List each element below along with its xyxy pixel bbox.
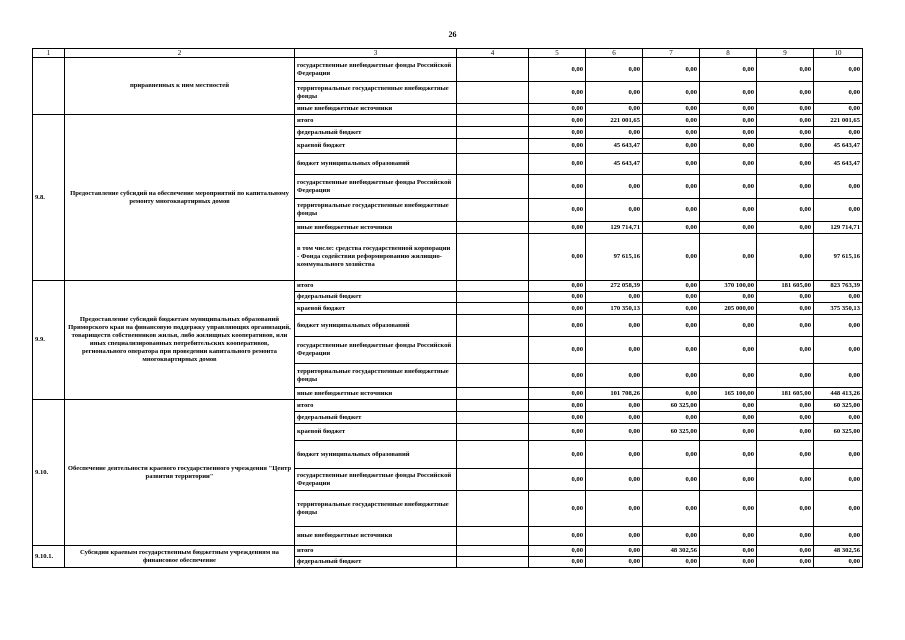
amount-cell: 45 643,47 <box>586 154 643 175</box>
amount-cell: 0,00 <box>643 412 700 424</box>
amount-cell: 0,00 <box>757 292 814 303</box>
amount-cell: 0,00 <box>529 104 586 115</box>
funding-source: территориальные государственные внебюджетные фонды <box>295 199 457 222</box>
item-title: Предоставление субсидий бюджетам муниципальных образований Приморского края на финансовую поддержку управляющих организаций, товариществ собственников жилья, либо жилищных кооперативов, или иных специализированных потребительских кооперативов, регионального оператора при проведении капитального ремонта многоквартирных домов <box>65 281 295 400</box>
col-header: 8 <box>700 49 757 58</box>
amount-cell: 0,00 <box>586 364 643 388</box>
page-number: 26 <box>448 30 457 39</box>
amount-cell: 0,00 <box>529 491 586 527</box>
cell-col4 <box>457 175 529 199</box>
amount-cell: 165 100,00 <box>700 388 757 400</box>
amount-cell: 0,00 <box>814 199 863 222</box>
amount-cell: 0,00 <box>757 139 814 154</box>
amount-cell: 0,00 <box>586 58 643 82</box>
amount-cell: 0,00 <box>586 175 643 199</box>
amount-cell: 0,00 <box>757 424 814 441</box>
funding-source: итого <box>295 546 457 557</box>
amount-cell: 0,00 <box>643 58 700 82</box>
amount-cell: 221 001,65 <box>814 115 863 127</box>
funding-source: иные внебюджетные источники <box>295 222 457 234</box>
amount-cell: 0,00 <box>643 199 700 222</box>
cell-col4 <box>457 222 529 234</box>
amount-cell: 0,00 <box>643 441 700 469</box>
amount-cell: 60 325,00 <box>643 400 700 412</box>
item-title: Субсидии краевым государственным бюджетным учреждениям на финансовое обеспечение <box>65 546 295 568</box>
amount-cell: 0,00 <box>643 175 700 199</box>
amount-cell: 0,00 <box>814 441 863 469</box>
amount-cell: 0,00 <box>643 303 700 315</box>
cell-col4 <box>457 58 529 82</box>
funding-source: краевой бюджет <box>295 139 457 154</box>
amount-cell: 0,00 <box>586 412 643 424</box>
amount-cell: 0,00 <box>643 127 700 139</box>
item-title: приравненных к ним местностей <box>65 58 295 115</box>
amount-cell: 0,00 <box>757 441 814 469</box>
amount-cell: 0,00 <box>757 364 814 388</box>
cell-col4 <box>457 400 529 412</box>
amount-cell: 0,00 <box>586 400 643 412</box>
cell-col4 <box>457 527 529 546</box>
amount-cell: 0,00 <box>814 412 863 424</box>
cell-col4 <box>457 337 529 364</box>
amount-cell: 0,00 <box>814 315 863 337</box>
amount-cell: 0,00 <box>643 557 700 568</box>
amount-cell: 0,00 <box>757 82 814 104</box>
amount-cell: 0,00 <box>586 82 643 104</box>
amount-cell: 0,00 <box>757 546 814 557</box>
amount-cell: 0,00 <box>700 222 757 234</box>
amount-cell: 0,00 <box>814 104 863 115</box>
amount-cell: 0,00 <box>757 115 814 127</box>
amount-cell: 0,00 <box>757 315 814 337</box>
amount-cell: 0,00 <box>529 388 586 400</box>
amount-cell: 0,00 <box>814 292 863 303</box>
cell-col4 <box>457 139 529 154</box>
amount-cell: 0,00 <box>757 234 814 281</box>
amount-cell: 97 615,16 <box>814 234 863 281</box>
funding-source: федеральный бюджет <box>295 557 457 568</box>
amount-cell: 0,00 <box>643 527 700 546</box>
col-header: 7 <box>643 49 700 58</box>
amount-cell: 60 325,00 <box>814 424 863 441</box>
amount-cell: 0,00 <box>814 127 863 139</box>
amount-cell: 0,00 <box>700 139 757 154</box>
funding-source: государственные внебюджетные фонды Российской Федерации <box>295 175 457 199</box>
amount-cell: 0,00 <box>529 469 586 491</box>
amount-cell: 0,00 <box>757 58 814 82</box>
column-number-row <box>33 49 863 58</box>
amount-cell: 97 615,16 <box>586 234 643 281</box>
amount-cell: 0,00 <box>643 115 700 127</box>
cell-col4 <box>457 315 529 337</box>
amount-cell: 181 605,00 <box>757 281 814 292</box>
amount-cell: 0,00 <box>529 281 586 292</box>
item-title: Обеспечение деятельности краевого государственного учреждения "Центр развития территории" <box>65 400 295 546</box>
cell-col4 <box>457 154 529 175</box>
col-header: 5 <box>529 49 586 58</box>
amount-cell: 0,00 <box>529 292 586 303</box>
amount-cell: 60 325,00 <box>643 424 700 441</box>
cell-col4 <box>457 491 529 527</box>
amount-cell: 0,00 <box>814 58 863 82</box>
amount-cell: 129 714,71 <box>586 222 643 234</box>
amount-cell: 0,00 <box>643 234 700 281</box>
funding-source: итого <box>295 281 457 292</box>
amount-cell: 0,00 <box>700 469 757 491</box>
amount-cell: 0,00 <box>757 469 814 491</box>
amount-cell: 0,00 <box>700 127 757 139</box>
amount-cell: 0,00 <box>757 154 814 175</box>
table-row <box>33 281 863 292</box>
funding-source: итого <box>295 115 457 127</box>
amount-cell: 0,00 <box>814 364 863 388</box>
amount-cell: 0,00 <box>700 491 757 527</box>
amount-cell: 0,00 <box>529 234 586 281</box>
amount-cell: 0,00 <box>529 58 586 82</box>
item-title: Предоставление субсидий на обеспечение мероприятий по капитальному ремонту многоквартирных домов <box>65 115 295 281</box>
col-header: 1 <box>33 49 65 58</box>
table-row <box>33 546 863 557</box>
amount-cell: 0,00 <box>586 199 643 222</box>
col-header: 3 <box>295 49 457 58</box>
funding-source: территориальные государственные внебюджетные фонды <box>295 82 457 104</box>
amount-cell: 0,00 <box>529 175 586 199</box>
amount-cell: 0,00 <box>643 281 700 292</box>
amount-cell: 181 605,00 <box>757 388 814 400</box>
col-header: 6 <box>586 49 643 58</box>
amount-cell: 0,00 <box>529 337 586 364</box>
amount-cell: 0,00 <box>586 491 643 527</box>
amount-cell: 0,00 <box>529 315 586 337</box>
amount-cell: 375 350,13 <box>814 303 863 315</box>
amount-cell: 0,00 <box>586 315 643 337</box>
amount-cell: 0,00 <box>700 199 757 222</box>
table-row <box>33 400 863 412</box>
funding-source: бюджет муниципальных образований <box>295 154 457 175</box>
amount-cell: 0,00 <box>700 292 757 303</box>
amount-cell: 0,00 <box>529 115 586 127</box>
amount-cell: 0,00 <box>757 491 814 527</box>
amount-cell: 0,00 <box>700 337 757 364</box>
amount-cell: 0,00 <box>529 222 586 234</box>
funding-source: государственные внебюджетные фонды Российской Федерации <box>295 469 457 491</box>
cell-col4 <box>457 292 529 303</box>
cell-col4 <box>457 546 529 557</box>
funding-source: иные внебюджетные источники <box>295 527 457 546</box>
amount-cell: 0,00 <box>757 412 814 424</box>
amount-cell: 0,00 <box>529 412 586 424</box>
funding-source: территориальные государственные внебюджетные фонды <box>295 491 457 527</box>
amount-cell: 0,00 <box>757 557 814 568</box>
amount-cell: 0,00 <box>586 546 643 557</box>
amount-cell: 0,00 <box>529 546 586 557</box>
item-number: 9.10.1. <box>33 546 65 568</box>
amount-cell: 0,00 <box>643 104 700 115</box>
amount-cell: 0,00 <box>700 557 757 568</box>
item-number: 9.10. <box>33 400 65 546</box>
amount-cell: 0,00 <box>643 388 700 400</box>
amount-cell: 0,00 <box>700 527 757 546</box>
cell-col4 <box>457 388 529 400</box>
item-number: 9.9. <box>33 281 65 400</box>
amount-cell: 0,00 <box>757 104 814 115</box>
cell-col4 <box>457 364 529 388</box>
amount-cell: 0,00 <box>586 469 643 491</box>
amount-cell: 0,00 <box>700 175 757 199</box>
amount-cell: 0,00 <box>529 154 586 175</box>
amount-cell: 0,00 <box>757 527 814 546</box>
funding-source: иные внебюджетные источники <box>295 388 457 400</box>
funding-source: иные внебюджетные источники <box>295 104 457 115</box>
amount-cell: 0,00 <box>700 400 757 412</box>
amount-cell: 48 302,56 <box>814 546 863 557</box>
table-row <box>33 115 863 127</box>
cell-col4 <box>457 441 529 469</box>
amount-cell: 0,00 <box>529 441 586 469</box>
cell-col4 <box>457 424 529 441</box>
amount-cell: 0,00 <box>643 364 700 388</box>
amount-cell: 205 000,00 <box>700 303 757 315</box>
amount-cell: 0,00 <box>700 441 757 469</box>
amount-cell: 0,00 <box>757 175 814 199</box>
amount-cell: 60 325,00 <box>814 400 863 412</box>
funding-source: в том числе: средства государственной корпорации - Фонда содействия реформированию жилищно-коммунального хозяйства <box>295 234 457 281</box>
amount-cell: 0,00 <box>586 337 643 364</box>
col-header: 2 <box>65 49 295 58</box>
cell-col4 <box>457 115 529 127</box>
amount-cell: 0,00 <box>757 222 814 234</box>
amount-cell: 0,00 <box>529 557 586 568</box>
amount-cell: 0,00 <box>700 315 757 337</box>
amount-cell: 0,00 <box>643 315 700 337</box>
amount-cell: 272 058,39 <box>586 281 643 292</box>
funding-source: федеральный бюджет <box>295 412 457 424</box>
amount-cell: 0,00 <box>700 82 757 104</box>
amount-cell: 101 708,26 <box>586 388 643 400</box>
amount-cell: 0,00 <box>814 337 863 364</box>
cell-col4 <box>457 82 529 104</box>
amount-cell: 0,00 <box>529 364 586 388</box>
amount-cell: 0,00 <box>643 469 700 491</box>
amount-cell: 0,00 <box>700 546 757 557</box>
amount-cell: 0,00 <box>586 424 643 441</box>
amount-cell: 0,00 <box>700 154 757 175</box>
amount-cell: 0,00 <box>643 82 700 104</box>
amount-cell: 45 643,47 <box>814 139 863 154</box>
table-row <box>33 58 863 82</box>
funding-source: итого <box>295 400 457 412</box>
col-header: 4 <box>457 49 529 58</box>
funding-source: федеральный бюджет <box>295 127 457 139</box>
funding-source: государственные внебюджетные фонды Российской Федерации <box>295 337 457 364</box>
amount-cell: 0,00 <box>700 58 757 82</box>
cell-col4 <box>457 234 529 281</box>
table-body <box>33 49 863 568</box>
amount-cell: 0,00 <box>529 527 586 546</box>
cell-col4 <box>457 104 529 115</box>
cell-col4 <box>457 127 529 139</box>
amount-cell: 45 643,47 <box>814 154 863 175</box>
amount-cell: 0,00 <box>757 400 814 412</box>
cell-col4 <box>457 281 529 292</box>
amount-cell: 0,00 <box>700 104 757 115</box>
amount-cell: 0,00 <box>586 527 643 546</box>
col-header: 9 <box>757 49 814 58</box>
funding-source: краевой бюджет <box>295 303 457 315</box>
amount-cell: 0,00 <box>814 175 863 199</box>
amount-cell: 45 643,47 <box>586 139 643 154</box>
cell-col4 <box>457 412 529 424</box>
amount-cell: 0,00 <box>643 222 700 234</box>
amount-cell: 370 100,00 <box>700 281 757 292</box>
amount-cell: 0,00 <box>529 400 586 412</box>
amount-cell: 0,00 <box>757 127 814 139</box>
funding-source: территориальные государственные внебюджетные фонды <box>295 364 457 388</box>
funding-source: бюджет муниципальных образований <box>295 315 457 337</box>
amount-cell: 0,00 <box>700 412 757 424</box>
amount-cell: 48 302,56 <box>643 546 700 557</box>
amount-cell: 823 763,39 <box>814 281 863 292</box>
amount-cell: 0,00 <box>757 199 814 222</box>
item-number: 9.8. <box>33 115 65 281</box>
cell-col4 <box>457 469 529 491</box>
amount-cell: 0,00 <box>814 491 863 527</box>
amount-cell: 0,00 <box>529 199 586 222</box>
funding-source: краевой бюджет <box>295 424 457 441</box>
amount-cell: 0,00 <box>529 82 586 104</box>
funding-source: государственные внебюджетные фонды Российской Федерации <box>295 58 457 82</box>
amount-cell: 0,00 <box>700 115 757 127</box>
amount-cell: 0,00 <box>529 127 586 139</box>
amount-cell: 0,00 <box>586 127 643 139</box>
amount-cell: 0,00 <box>757 337 814 364</box>
amount-cell: 0,00 <box>700 424 757 441</box>
amount-cell: 170 350,13 <box>586 303 643 315</box>
amount-cell: 0,00 <box>757 303 814 315</box>
item-number <box>33 58 65 115</box>
amount-cell: 0,00 <box>643 491 700 527</box>
amount-cell: 0,00 <box>529 139 586 154</box>
cell-col4 <box>457 303 529 315</box>
amount-cell: 0,00 <box>529 424 586 441</box>
amount-cell: 129 714,71 <box>814 222 863 234</box>
cell-col4 <box>457 557 529 568</box>
amount-cell: 0,00 <box>529 303 586 315</box>
amount-cell: 0,00 <box>643 337 700 364</box>
funding-source: бюджет муниципальных образований <box>295 441 457 469</box>
amount-cell: 0,00 <box>643 292 700 303</box>
amount-cell: 0,00 <box>814 557 863 568</box>
amount-cell: 0,00 <box>700 364 757 388</box>
amount-cell: 0,00 <box>643 139 700 154</box>
amount-cell: 0,00 <box>814 527 863 546</box>
amount-cell: 0,00 <box>700 234 757 281</box>
amount-cell: 0,00 <box>586 104 643 115</box>
amount-cell: 221 001,65 <box>586 115 643 127</box>
funding-source: федеральный бюджет <box>295 292 457 303</box>
amount-cell: 448 413,26 <box>814 388 863 400</box>
amount-cell: 0,00 <box>586 441 643 469</box>
amount-cell: 0,00 <box>586 557 643 568</box>
amount-cell: 0,00 <box>814 82 863 104</box>
amount-cell: 0,00 <box>586 292 643 303</box>
cell-col4 <box>457 199 529 222</box>
amount-cell: 0,00 <box>814 469 863 491</box>
col-header: 10 <box>814 49 863 58</box>
budget-table <box>32 48 863 568</box>
amount-cell: 0,00 <box>643 154 700 175</box>
